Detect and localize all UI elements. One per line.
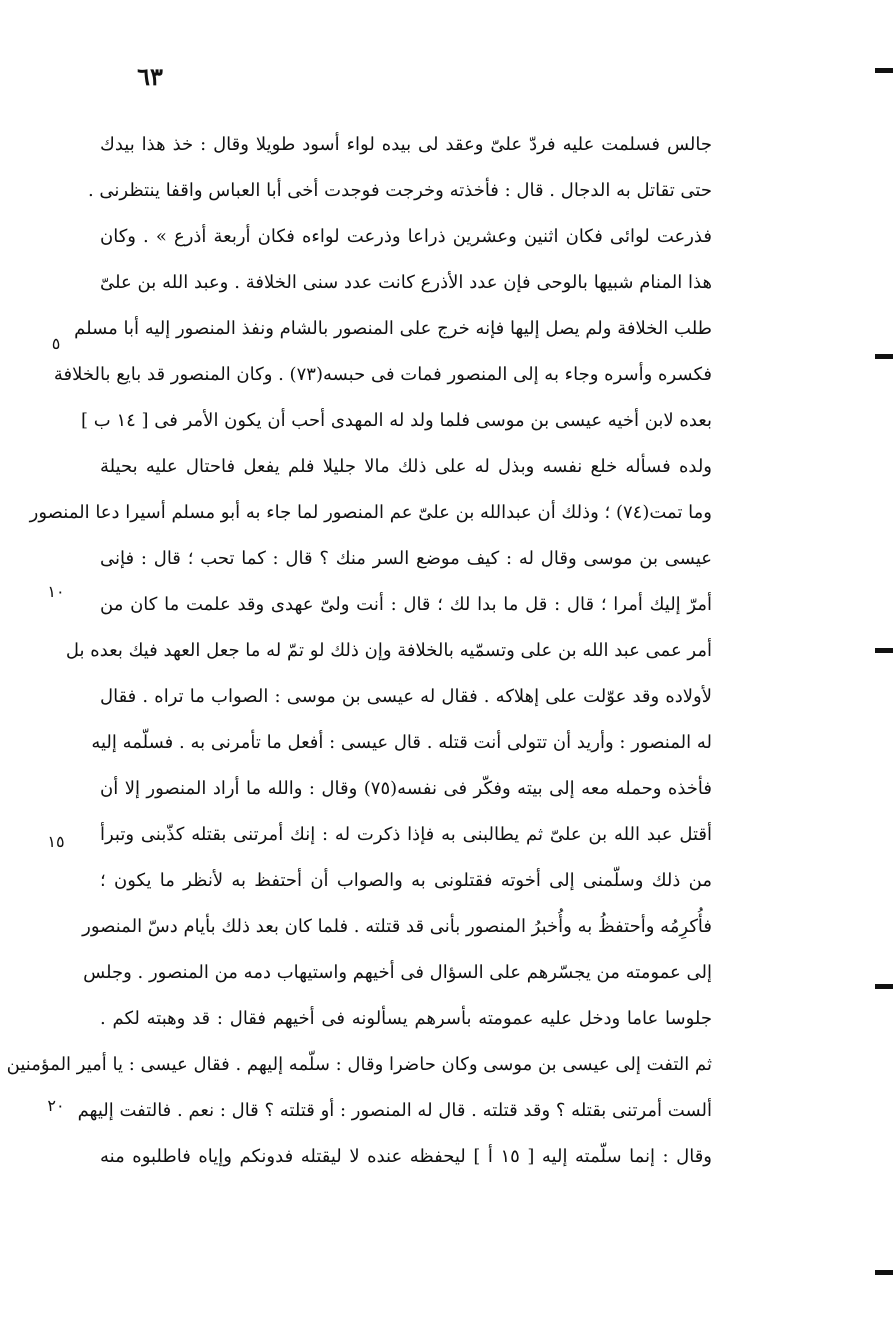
text-line: طلب الخلافة ولم يصل إليها فإنه خرج على المنصور بالشام ونفذ المنصور إليه أبا مسلم bbox=[74, 318, 712, 339]
page-number: ٦٣ bbox=[137, 62, 163, 91]
text-line: فذرعت لوائى فكان اثنين وعشرين ذراعا وذرعت لواءه فكان أربعة أذرع » . وكان bbox=[100, 226, 712, 247]
text-line: ولده فسأله خلع نفسه وبذل له على ذلك مالا جليلا فلم يفعل فاحتال عليه بحيلة bbox=[100, 456, 712, 477]
text-line: وقال : إنما سلّمته إليه [ ١٥ أ ] ليحفظه عنده لا ليقتله فدونكم وإياه فاطلبوه منه bbox=[100, 1146, 712, 1167]
text-line: جالس فسلمت عليه فردّ علىّ وعقد لى بيده لواء أسود طويلا وقال : خذ هذا بيدك bbox=[100, 134, 712, 155]
text-line: أمرّ إليك أمرا ؛ قال : قل ما بدا لك ؛ قال : أنت ولىّ عهدى وقد علمت ما كان من bbox=[100, 594, 712, 615]
text-line: فأخذه وحمله معه إلى بيته وفكّر فى نفسه(٧٥) وقال : والله ما أراد المنصور إلا أن bbox=[100, 778, 712, 799]
text-line: عيسى بن موسى وقال له : كيف موضع السر منك ؟ قال : كما تحب ؛ قال : فإنى bbox=[100, 548, 712, 569]
page-edge-mark bbox=[875, 648, 893, 653]
text-line: لأولاده وقد عوّلت على إهلاكه . فقال له عيسى بن موسى : الصواب ما تراه . فقال bbox=[100, 686, 712, 707]
margin-line-number: ٥ bbox=[51, 334, 61, 353]
text-line: فكسره وأسره وجاء به إلى المنصور فمات فى حبسه(٧٣) . وكان المنصور قد بايع بالخلافة bbox=[53, 364, 712, 385]
text-line: ألست أمرتنى بقتله ؟ وقد قتلته . قال له المنصور : أو قتلته ؟ قال : نعم . فالتفت إليهم bbox=[77, 1100, 712, 1121]
text-line: حتى تقاتل به الدجال . قال : فأخذته وخرجت فوجدت أخى أبا العباس واقفا ينتظرنى . bbox=[87, 180, 712, 201]
text-line: فأُكرِمُه وأحتفظُ به وأُخبرُ المنصور بأنى قد قتلته . فلما كان بعد ذلك بأيام دسّ المنصور bbox=[82, 916, 712, 937]
page-edge-mark bbox=[875, 984, 893, 989]
text-line: أمر عمى عبد الله بن على وتسمّيه بالخلافة وإن ذلك لو تمّ له ما جعل العهد فيك بعده بل bbox=[65, 640, 712, 661]
text-line: ثم التفت إلى عيسى بن موسى وكان حاضرا وقال : سلّمه إليهم . فقال عيسى : يا أمير المؤمنين bbox=[6, 1054, 712, 1075]
text-line: من ذلك وسلّمنى إلى أخوته فقتلونى به والصواب أن أحتفظ به لأنظر ما يكون ؛ bbox=[100, 870, 712, 891]
text-line: جلوسا عاما ودخل عليه عمومته بأسرهم يسألونه فى أخيهم فقال : قد وهبته لكم . bbox=[100, 1008, 712, 1029]
margin-line-number: ١٥ bbox=[47, 832, 65, 851]
text-line: له المنصور : وأريد أن تتولى أنت قتله . قال عيسى : أفعل ما تأمرنى به . فسلّمه إليه bbox=[91, 732, 712, 753]
margin-line-number: ١٠ bbox=[47, 582, 65, 601]
text-line: أقتل عبد الله بن علىّ ثم يطالبنى به فإذا ذكرت له : إنك أمرتنى بقتله كذّبنى وتبرأ bbox=[100, 824, 712, 845]
text-line: وما تمت(٧٤) ؛ وذلك أن عبدالله بن علىّ عم المنصور لما جاء به أبو مسلم أسيرا دعا المنصور bbox=[29, 502, 712, 523]
text-line: إلى عمومته من يجسّرهم على السؤال فى أخيهم واستيهاب دمه من المنصور . وجلس bbox=[83, 962, 712, 983]
page-edge-mark bbox=[875, 354, 893, 359]
page-edge-mark bbox=[875, 1270, 893, 1275]
text-line: هذا المنام شبيها بالوحى فإن عدد الأذرع كانت عدد سنى الخلافة . وعبد الله بن علىّ bbox=[100, 272, 712, 293]
text-line: بعده لابن أخيه عيسى بن موسى فلما ولد له المهدى أحب أن يكون الأمر فى [ ١٤ ب ] bbox=[81, 410, 712, 431]
margin-line-number: ٢٠ bbox=[47, 1096, 65, 1115]
page-edge-mark bbox=[875, 68, 893, 73]
